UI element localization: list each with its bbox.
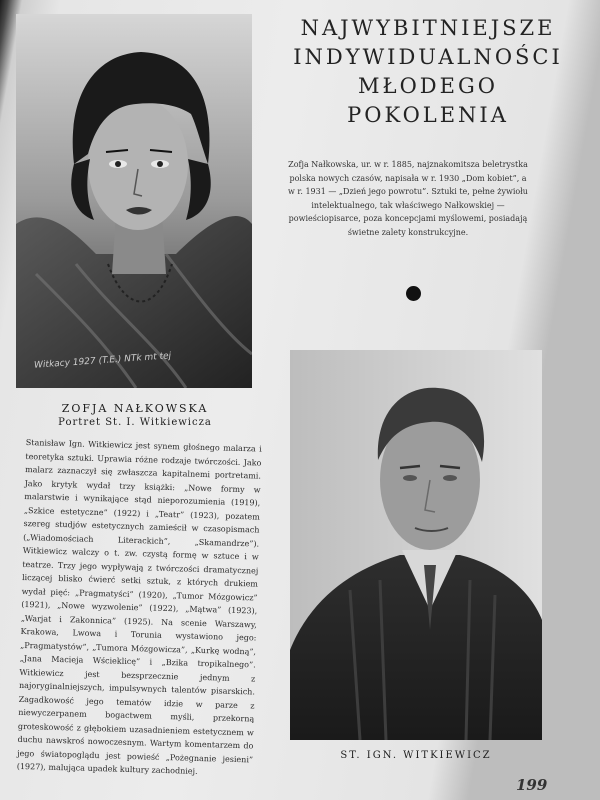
biography-paragraph: Stanisław Ign. Witkiewicz jest synem głośnego malarza i teoretyka sztuki. Uprawia różne rodzaje twórczości. Jako malarz zaznaczył się zwłaszcza kapitalnemi portretami. Jako krytyk wydał trzy książki: „Nowe formy w malarstwie i wynikające stąd nieporozumienia (1919), „Szkice estetyczne” (1922) i „Teatr” (1923), pozatem szereg studjów estetycznych zamieścił w czasopismach („Wiadomościach Literackich”, „Skamandrze”). Witkiewicz walczy o t. zw. czystą formę w sztuce i w teatrze. Trzy jego wypływają z twórczości dramatycznej liczącej blisko ćwierć setki sztuk, z których drukiem wydał pięć: „Pragmatyści” (1920), „Tumor Mózgowicz” (1921), „Nowe wyzwolenie” (1922), „Mątwa” (1923), „Warjat i Zakonnica” (1925). Na scenie Warszawy, Krakowa, Lwowa i Torunia wystawiono jego: „Pragmatystów”, „Tumora Mózgowicza”, „Kurkę wodną”, „Jana Macieja Wścieklicę” i „Bzika tropikalnego”. Witkiewicz jest bezsprzecznie jednym z najoryginalniejszych, impulsywnych talentów pisarskich. Zagadkowość jego tematów idzie w parze z niewyczerpanem bogactwem myśli, przekorną groteskowość z głębokiem uzasadnieniem estetycznem w duchu nawskroś nowoczesnym. Wartym komentarzem do jego światopoglądu jest powieść „Pożegnanie jesieni” (1927), malująca upadek kultury zachodniej. (16, 437, 262, 776)
author-photograph (290, 350, 542, 740)
painter-signature: Witkacy 1927 (T.E.) NTk mt tej (33, 351, 172, 371)
heading-line-3: MŁODEGO POKOLENIA (347, 74, 509, 127)
portrait-caption-name: ZOFJA NAŁKOWSKA (61, 402, 209, 415)
photo-caption: ST. IGN. WITKIEWICZ (340, 750, 492, 761)
page-heading (278, 14, 578, 130)
heading-line-2: INDYWIDUALNOŚCI (293, 45, 563, 69)
ornament-dot (406, 286, 421, 301)
intro-paragraph: Zofja Nałkowska, ur. w r. 1885, najznakomitsza beletrystka polska nowych czasów, napisała w r. 1930 „Dom kobiet”, a w r. 1931 — „Dzień jego powrotu”. Sztuki te, pełne żywiołu intelektualnego, tak właściwego Nałkowskiej — powieściopisarce, poza koncepcjami myślowemi, posiadają świetne zalety konstrukcyjne. (288, 160, 528, 237)
heading-line-1: NAJWYBITNIEJSZE (300, 16, 556, 40)
portrait-caption-subtitle: Portret St. I. Witkiewicza (58, 417, 212, 428)
page-number: 199 (516, 776, 548, 794)
portrait-painting (16, 14, 252, 388)
